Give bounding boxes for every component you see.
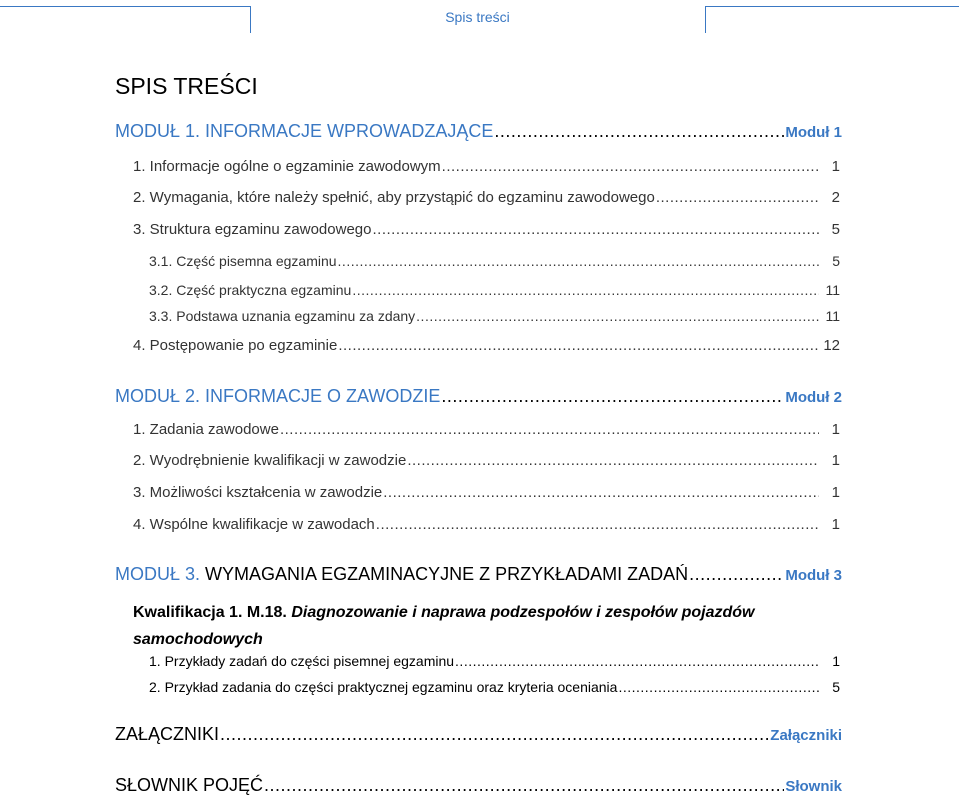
attachments-label: ZAŁĄCZNIKI bbox=[115, 724, 220, 744]
module-prefix: MODUŁ 1. bbox=[115, 121, 201, 141]
toc-entry[interactable]: 3. Możliwości kształcenia w zawodzie ..... 1 bbox=[133, 484, 840, 501]
toc-entry[interactable]: 2. Przykład zadania do części praktycznej egzaminu oraz kryteria oceniania ..... 5 bbox=[149, 679, 840, 695]
toc-attachments[interactable] bbox=[115, 724, 842, 745]
dot-leader bbox=[264, 775, 784, 796]
qualification-heading bbox=[133, 599, 833, 653]
toc-entry[interactable]: 4. Postępowanie po egzaminie ..... 12 bbox=[133, 337, 840, 354]
toc-entry[interactable]: 1. Przykłady zadań do części pisemnej egzaminu ..... 1 bbox=[149, 653, 840, 669]
module-label: INFORMACJE WPROWADZAJĄCE bbox=[205, 121, 494, 141]
dot-leader bbox=[689, 564, 784, 585]
toc-entry[interactable]: 2. Wymagania, które należy spełnić, aby przystąpić do egzaminu zawodowego ..... 2 bbox=[133, 189, 840, 206]
toc-module-3[interactable] bbox=[115, 564, 842, 585]
toc-entry[interactable]: 3.3. Podstawa uznania egzaminu za zdany ..... 11 bbox=[149, 308, 840, 324]
header-rule-right bbox=[705, 6, 959, 7]
module-label: WYMAGANIA EGZAMINACYJNE Z PRZYKŁADAMI ZADAŃ bbox=[205, 564, 689, 584]
module-prefix: MODUŁ 3. bbox=[115, 564, 201, 584]
running-header: Spis treści bbox=[445, 9, 510, 25]
toc-entry[interactable]: 3.2. Część praktyczna egzaminu ..... 11 bbox=[149, 282, 840, 298]
module-page: Moduł 1 bbox=[785, 124, 842, 141]
dot-leader bbox=[220, 724, 769, 745]
toc-glossary[interactable] bbox=[115, 775, 842, 796]
dot-leader bbox=[494, 121, 784, 142]
toc-entry[interactable]: 2. Wyodrębnienie kwalifikacji w zawodzie ..... 1 bbox=[133, 452, 840, 469]
module-page: Moduł 2 bbox=[785, 389, 842, 406]
glossary-page: Słownik bbox=[785, 778, 842, 795]
glossary-label: SŁOWNIK POJĘĆ bbox=[115, 775, 264, 795]
toc-entry[interactable]: 3.1. Część pisemna egzaminu ..... 5 bbox=[149, 253, 840, 269]
toc-entry[interactable]: 3. Struktura egzaminu zawodowego ..... 5 bbox=[133, 221, 840, 238]
toc-entry[interactable]: 4. Wspólne kwalifikacje w zawodach ..... 1 bbox=[133, 516, 840, 533]
module-label: INFORMACJE O ZAWODZIE bbox=[205, 386, 441, 406]
header-rule-left bbox=[0, 6, 250, 7]
header-tick-right bbox=[705, 6, 706, 33]
module-page: Moduł 3 bbox=[785, 567, 842, 584]
dot-leader bbox=[441, 386, 784, 407]
module-prefix: MODUŁ 2. bbox=[115, 386, 201, 406]
page-title: SPIS TREŚCI bbox=[115, 73, 258, 99]
toc-entry[interactable]: 1. Informacje ogólne o egzaminie zawodowym ..... 1 bbox=[133, 158, 840, 175]
toc-module-1[interactable] bbox=[115, 121, 842, 142]
toc-module-2[interactable] bbox=[115, 386, 842, 407]
qualification-code: Kwalifikacja 1. M.18. bbox=[133, 604, 287, 621]
toc-entry[interactable]: 1. Zadania zawodowe ..... 1 bbox=[133, 421, 840, 438]
qualification-name: Diagnozowanie i naprawa podzespołów i zespołów pojazdów samochodowych bbox=[133, 604, 755, 648]
attachments-page: Załączniki bbox=[770, 727, 842, 744]
